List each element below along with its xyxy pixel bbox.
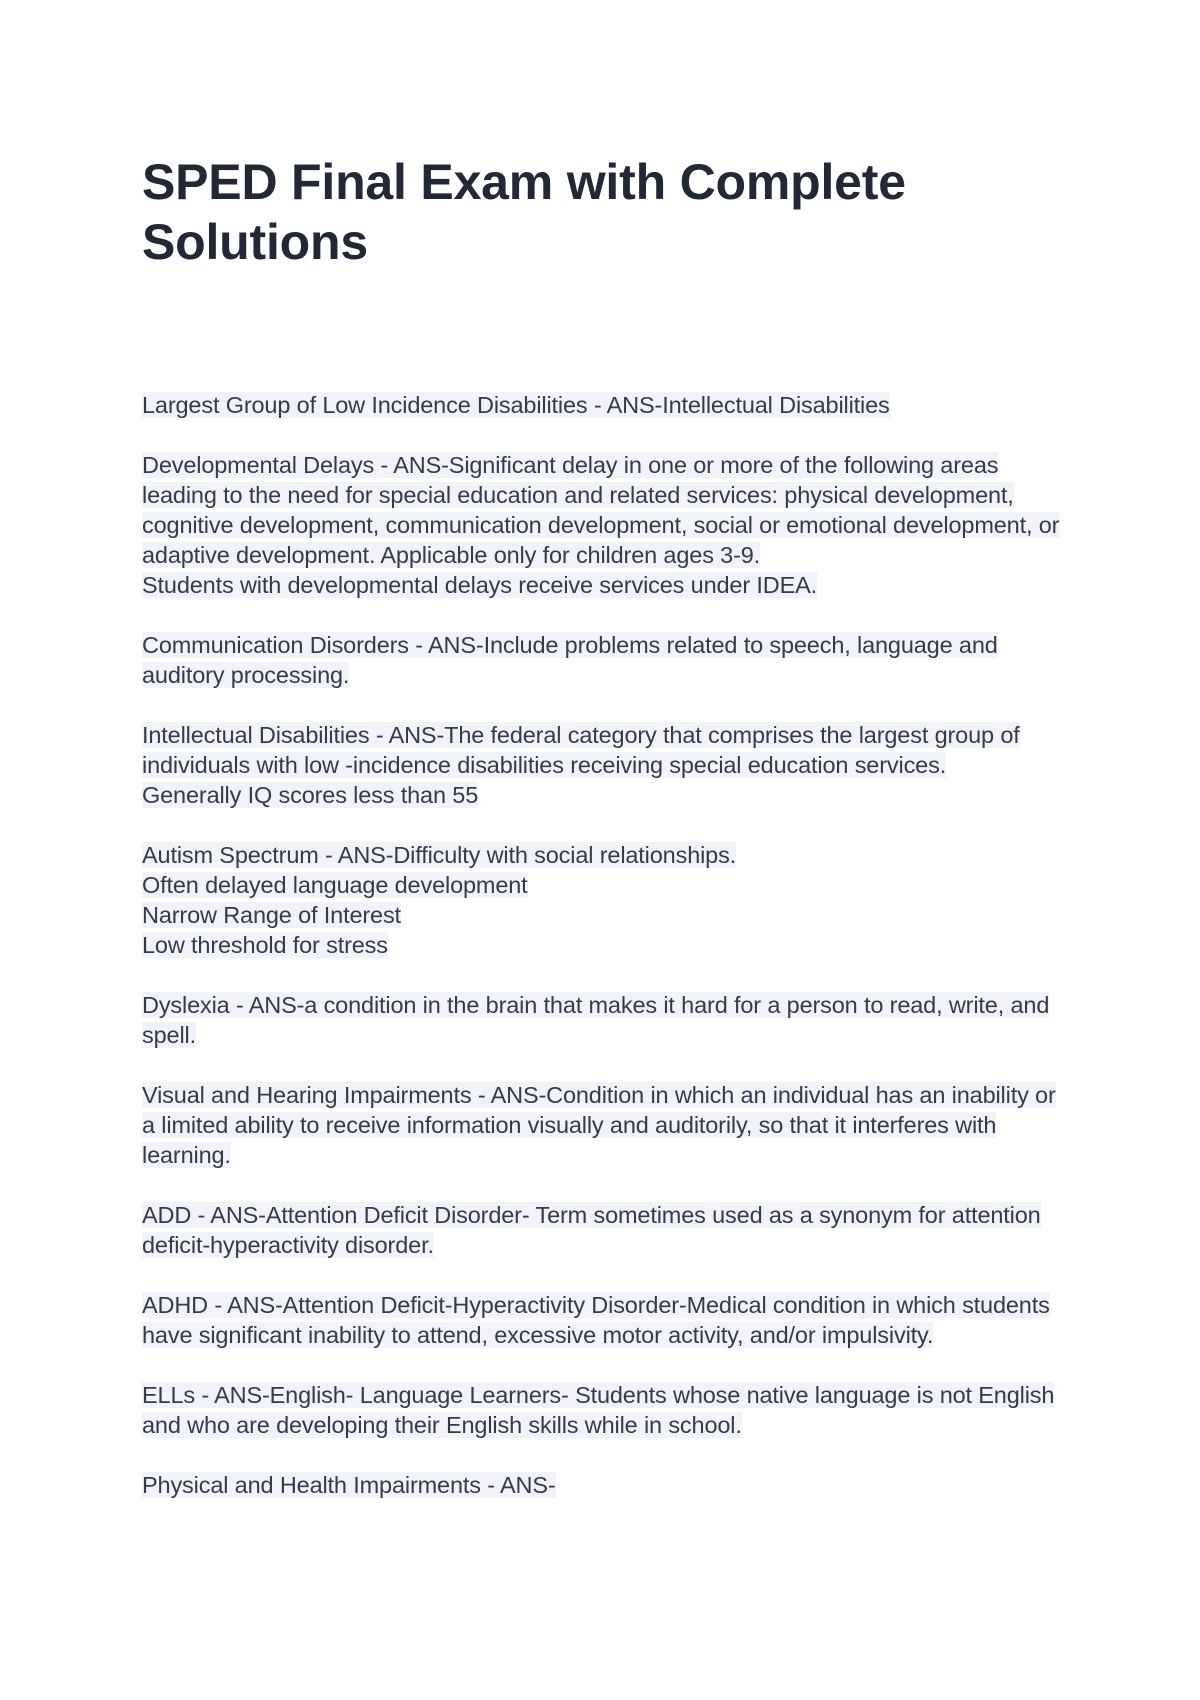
qa-entry-text: ADHD - ANS-Attention Deficit-Hyperactivity Disorder-Medical condition in which students have significant inability to attend, excessive motor activity, and/or impulsivity. xyxy=(142,1292,1050,1348)
qa-entry-text: Physical and Health Impairments - ANS- xyxy=(142,1472,556,1498)
qa-entry-developmental-delays xyxy=(142,450,1067,600)
qa-entry-text: ELLs - ANS-English- Language Learners- Students whose native language is not English and who are developing their English skills while in school. xyxy=(142,1382,1055,1438)
qa-entry-text: Intellectual Disabilities - ANS-The federal category that comprises the largest group of individuals with low -incidence disabilities receiving special education services. Generally IQ scores less than 55 xyxy=(142,722,1020,808)
qa-entry-text: Autism Spectrum - ANS-Difficulty with social relationships. Often delayed language development Narrow Range of Interest Low threshold for stress xyxy=(142,842,737,958)
qa-list xyxy=(142,390,1067,1530)
qa-entry-text: Dyslexia - ANS-a condition in the brain that makes it hard for a person to read, write, and spell. xyxy=(142,992,1050,1048)
document-title: SPED Final Exam with Complete Solutions xyxy=(142,154,906,270)
qa-entry-text: Developmental Delays - ANS-Significant delay in one or more of the following areas leading to the need for special education and related services: physical development, cognitive development, communication development, social or emotional development, or adaptive development. Applicable only for children ages 3-9. Students with developmental delays receive services under IDEA. xyxy=(142,452,1060,598)
qa-entry-largest-group xyxy=(142,390,1067,420)
qa-entry-text: Visual and Hearing Impairments - ANS-Condition in which an individual has an inability or a limited ability to receive information visually and auditorily, so that it interferes with learning. xyxy=(142,1082,1056,1168)
qa-entry-adhd xyxy=(142,1290,1067,1350)
qa-entry-dyslexia xyxy=(142,990,1067,1050)
qa-entry-text: ADD - ANS-Attention Deficit Disorder- Term sometimes used as a synonym for attention deficit-hyperactivity disorder. xyxy=(142,1202,1041,1258)
qa-entry-physical-health-impairments xyxy=(142,1470,1067,1500)
qa-entry-intellectual-disabilities xyxy=(142,720,1067,810)
qa-entry-add xyxy=(142,1200,1067,1260)
qa-entry-autism-spectrum xyxy=(142,840,1067,960)
qa-entry-communication-disorders xyxy=(142,630,1067,690)
qa-entry-ells xyxy=(142,1380,1067,1440)
qa-entry-text: Largest Group of Low Incidence Disabilities - ANS-Intellectual Disabilities xyxy=(142,392,890,418)
qa-entry-visual-hearing-impairments xyxy=(142,1080,1067,1170)
qa-entry-text: Communication Disorders - ANS-Include problems related to speech, language and auditory processing. xyxy=(142,632,998,688)
